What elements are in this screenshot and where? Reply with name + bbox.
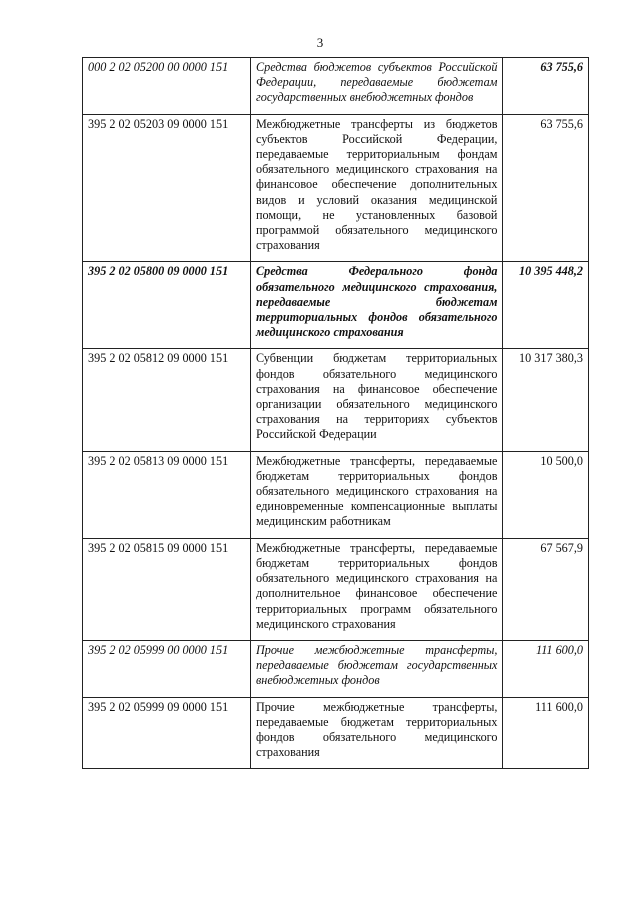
- table-row: [83, 58, 589, 115]
- row-description: Средства Федерального фонда обязательного медицинского страхования, передаваемые бюджетам территориальных фондов обязательного медицинского страхования: [250, 262, 502, 349]
- row-amount: 63 755,6: [503, 114, 589, 262]
- row-amount: 10 500,0: [503, 451, 589, 538]
- table-row: [83, 114, 589, 262]
- row-description: Прочие межбюджетные трансферты, передаваемые бюджетам государственных внебюджетных фондов: [250, 640, 502, 697]
- row-amount: 10 317 380,3: [503, 349, 589, 451]
- table-row: [83, 451, 589, 538]
- row-description: Межбюджетные трансферты, передаваемые бюджетам территориальных фондов обязательного медицинского страхования на единовременные компенсационные выплаты медицинским работникам: [250, 451, 502, 538]
- row-code: 395 2 02 05999 00 0000 151: [83, 640, 251, 697]
- row-description: Субвенции бюджетам территориальных фондов обязательного медицинского страхования на финансовое обеспечение организации обязательного медицинского страхования на территориях субъектов Российской Федерации: [250, 349, 502, 451]
- budget-table: [82, 57, 589, 769]
- row-description: Прочие межбюджетные трансферты, передаваемые бюджетам территориальных фондов обязательного медицинского страхования: [250, 697, 502, 769]
- row-code: 395 2 02 05813 09 0000 151: [83, 451, 251, 538]
- row-code: 000 2 02 05200 00 0000 151: [83, 58, 251, 115]
- table-row: [83, 349, 589, 451]
- row-code: 395 2 02 05815 09 0000 151: [83, 538, 251, 640]
- page-number: 3: [316, 35, 324, 50]
- table-row: [83, 697, 589, 769]
- row-description: Межбюджетные трансферты, передаваемые бюджетам территориальных фондов обязательного медицинского страхования на дополнительное финансовое обеспечение территориальных программ обязательного медицинского страхования: [250, 538, 502, 640]
- row-code: 395 2 02 05203 09 0000 151: [83, 114, 251, 262]
- row-code: 395 2 02 05999 09 0000 151: [83, 697, 251, 769]
- row-amount: 63 755,6: [503, 58, 589, 115]
- row-description: Средства бюджетов субъектов Российской Федерации, передаваемые бюджетам государственных внебюджетных фондов: [250, 58, 502, 115]
- table-row: [83, 262, 589, 349]
- table-row: [83, 640, 589, 697]
- row-amount: 10 395 448,2: [503, 262, 589, 349]
- row-description: Межбюджетные трансферты из бюджетов субъектов Российской Федерации, передаваемые территориальным фондам обязательного медицинского страхования на финансовое обеспечение дополнительных видов и условий оказания медицинской помощи, не установленных базовой программой обязательного медицинского страхования: [250, 114, 502, 262]
- row-amount: 111 600,0: [503, 640, 589, 697]
- table-row: [83, 538, 589, 640]
- row-amount: 67 567,9: [503, 538, 589, 640]
- row-amount: 111 600,0: [503, 697, 589, 769]
- row-code: 395 2 02 05800 09 0000 151: [83, 262, 251, 349]
- row-code: 395 2 02 05812 09 0000 151: [83, 349, 251, 451]
